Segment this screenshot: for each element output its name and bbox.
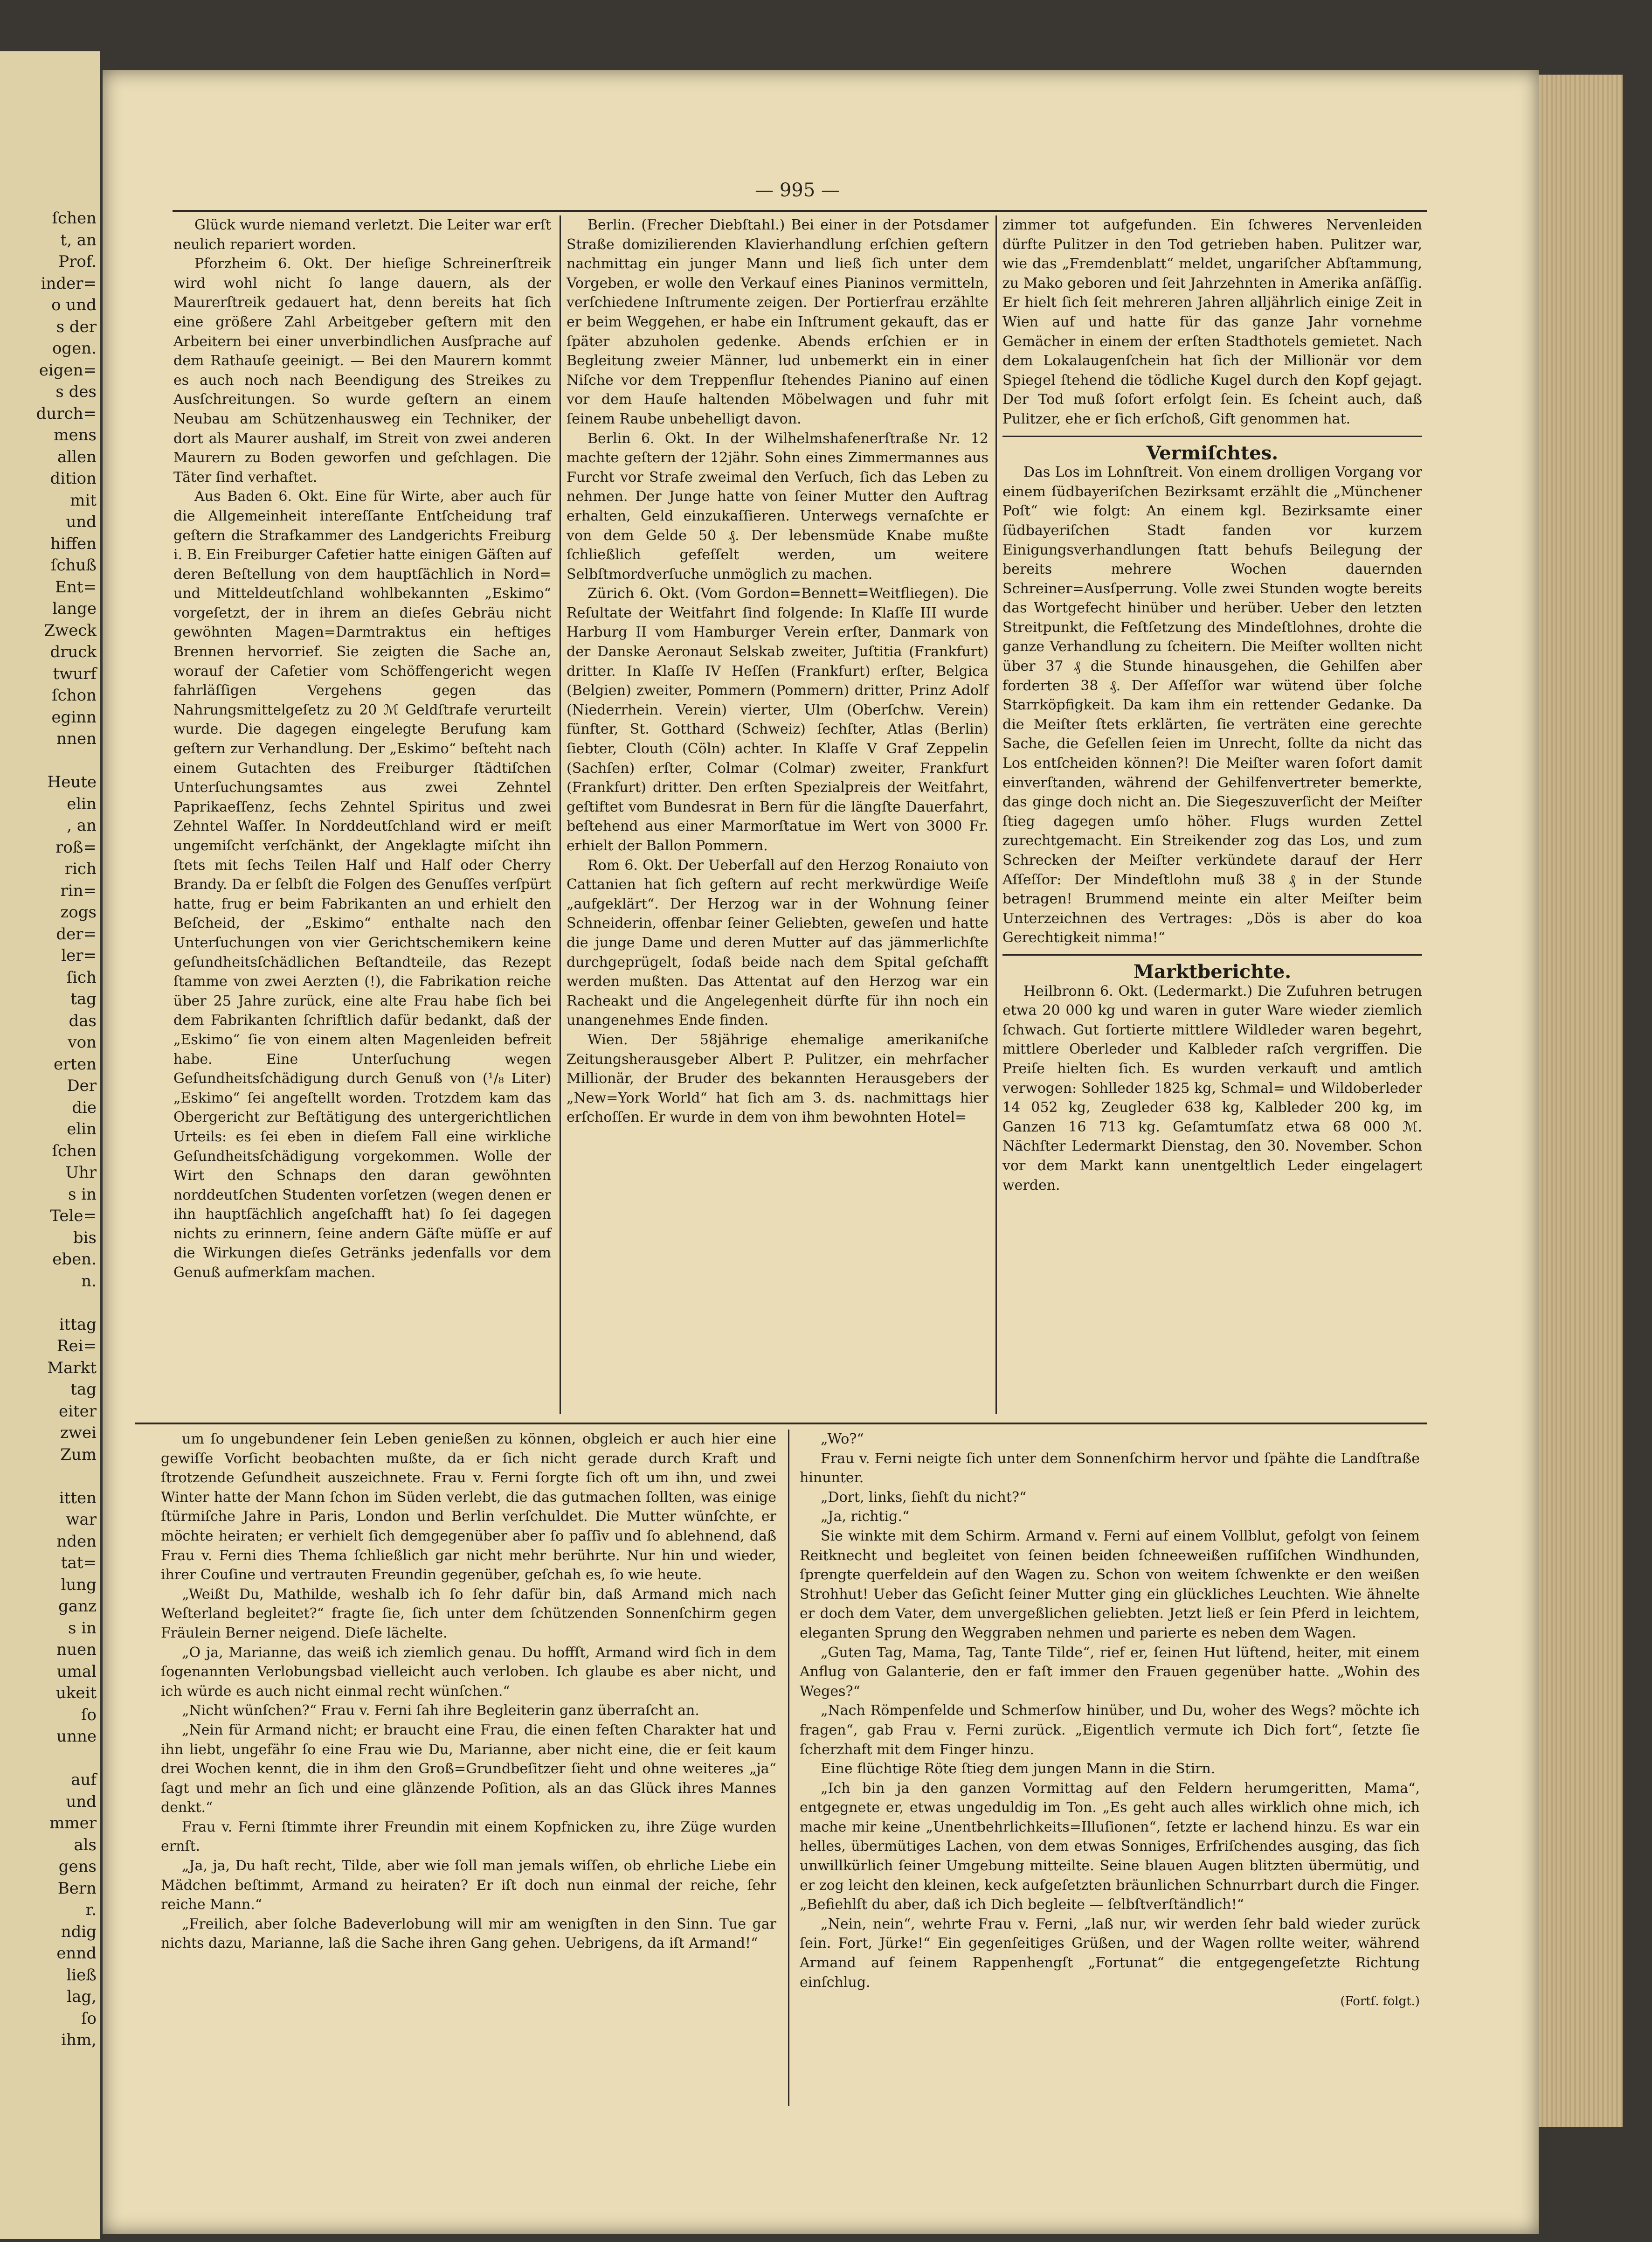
article-paragraph: Aus Baden 6. Okt. Eine für Wirte, aber auch für die Allgemeinheit intereſſante Entſcheidung traf geſtern die Strafkammer des Landgerichts Freiburg i. B. Ein Freiburger Cafetier hatte einigen Gäſten auf deren Beſtellung von dem hauptſächlich in Nord= und Mitteldeutſchland wohlbekannten „Eskimo“ vorgeſetzt, der in ihrem an dieſes Gebräu nicht gewöhnten Magen=Darmtraktus ein heftiges Brennen hervorrief. Sie zeigten die Sache an, worauf der Cafetier vom Schöffengericht wegen fahrläſſigen Vergehens gegen das Nahrungsmittelgeſetz zu 20 ℳ Geldſtrafe verurteilt wurde. Die dagegen eingelegte Berufung kam geſtern zur Verhandlung. Der „Eskimo“ beſteht nach einem Gutachten des Freiburger ſtädtiſchen Unterſuchungsamtes aus zwei Zehntel Paprikaeſſenz, ſechs Zehntel Spiritus und zwei Zehntel Waſſer. In Norddeutſchland wird er meiſt ungemiſcht verſchänkt, der Angeklagte miſcht ihn ſtets mit ſechs Teilen Half und Half oder Cherry Brandy. Da er ſelbſt die Folgen des Genuſſes verſpürt hatte, frug er beim Fabrikanten an und erhielt den Beſcheid, der „Eskimo“ enthalte nach den Unterſuchungen von vier Gerichtschemikern keine geſundheitsſchädlichen Beſtandteile, das Rezept ſtamme von zwei Aerzten (!), die Fabrikation reiche über 25 Jahre zurück, eine alte Frau habe ſich bei dem Fabrikanten ſchriftlich dafür bedankt, daß der „Eskimo“ ſie von einem alten Magenleiden befreit habe. Eine Unterſuchung wegen Geſundheitsſchädigung durch Genuß von (¹/₈ Liter) „Eskimo“ ſei angeſtellt worden. Trotzdem kam das Obergericht zur Beſtätigung des untergerichtlichen Urteils: es ſei eben in dieſem Fall eine wirkliche Geſundheitsſchädigung vorgekommen. Wolle der Wirt den Schnaps den daran gewöhnten norddeutſchen Studenten vorſetzen (wegen denen er ihn hauptſächlich angeſchafft hat) ſo ſei dagegen nichts zu erinnern, ſeine andern Gäſte müſſe er auf die Wirkungen dieſes Getränks jedenfalls vor dem Genuß aufmerkſam machen.: [173, 488, 551, 1281]
left-page-fragment: r.: [85, 1901, 97, 1919]
left-page-fragment: s in: [68, 1185, 97, 1204]
left-page-fragment: elin: [67, 1120, 97, 1138]
left-page-fragment: lung: [61, 1575, 97, 1594]
left-page-fragment: gens: [58, 1857, 97, 1876]
page-number: — 995 —: [755, 180, 840, 201]
left-page-fragment: Prof.: [58, 252, 97, 271]
section-rule: [1002, 954, 1422, 956]
left-page-fragment: die: [72, 1098, 97, 1117]
continuation-note: (Fortſ. folgt.): [1340, 1994, 1420, 2009]
left-page-fragment: rich: [64, 860, 97, 878]
article-text: Das Los im Lohnſtreit. Von einem drolligen Vorgang vor einem ſüdbayeriſchen Bezirksamt erzählt die „Münchener Poſt“ wie folgt: An einem kgl. Bezirksamte einer ſüdbayeriſchen Stadt fanden vor kurzem Einigungsverhandlungen ſtatt behufs Beilegung der bereits mehrere Wochen dauernden Schreiner=Ausſperrung. Volle zwei Stunden wogte bereits das Wortgefecht hinüber und herüber. Ueber den letzten Streitpunkt, die Feſtſetzung des Mindeſtlohnes, drohte die ganze Verhandlung zu ſcheitern. Die Meiſter wollten nicht über 37 ₰ die Stunde hinausgehen, die Gehilfen aber forderten 38 ₰. Der Aſſeſſor war wütend über ſolche Starrköpfigkeit. Da kam ihm ein rettender Gedanke. Da die Meiſter ſtets erklärten, ſie verträten eine gerechte Sache, die Geſellen ſeien im Unrecht, ſollte da nicht das Los entſcheiden können?! Die Meiſter waren ſofort damit einverſtanden, während der Gehilfenvertreter bemerkte, das ginge doch nicht an. Die Siegeszuverſicht der Meiſter ſtieg dagegen umſo höher. Flugs wurden Zettel zurechtgemacht. Ein Streikender zog das Los, und zum Schrecken der Meiſter verkündete darauf der Herr Aſſeſſor: Der Mindeſtlohn muß 38 ₰ in der Stunde betragen! Brummend meinte ein alter Meiſter beim Unterzeichnen des Vertrages: „Dös is aber do koa Gerechtigkeit nimma!“: [1002, 464, 1422, 946]
left-page-fragment: inder=: [41, 274, 97, 293]
left-page-fragment: erten: [53, 1055, 97, 1074]
section-rule: [1002, 436, 1422, 437]
left-page-fragment: twurf: [53, 664, 97, 683]
left-page-fragment: ſchon: [52, 686, 97, 705]
left-page-fragment: Uhr: [65, 1163, 97, 1182]
left-page-fragment: mens: [54, 426, 97, 444]
left-page-fragment: eiter: [58, 1402, 97, 1421]
left-page-fragment: n.: [81, 1271, 97, 1291]
story-column-right: [800, 1430, 1420, 2012]
column-divider: [788, 1430, 789, 2106]
story-paragraph: „Weißt Du, Mathilde, weshalb ich ſo ſehr dafür bin, daß Armand mich nach Weſterland begleitet?“ fragte ſie, ſich unter dem ſchützenden Sonnenſchirm gegen Fräulein Berner neigend. Dieſe lächelte.: [161, 1586, 776, 1641]
article-paragraph: Wien. Der 58jährige ehemalige amerikaniſche Zeitungsherausgeber Albert P. Pulitzer, ein mehrfacher Millionär, der Bruder des bekannten Herausgebers der „New=York World“ hat ſich am 3. ds. nachmittags hier erſchoſſen. Er wurde in dem von ihm bewohnten Hotel=: [567, 1031, 988, 1126]
left-page-fragment: dition: [50, 469, 97, 488]
left-page-fragment: als: [74, 1835, 97, 1854]
left-page-fragment: [0, 1748, 97, 1770]
feuilleton-rule: [135, 1423, 1427, 1424]
story-paragraph: Eine flüchtige Röte ſtieg dem jungen Mann in die Stirn.: [821, 1761, 1216, 1777]
left-page-fragment: allen: [57, 447, 97, 466]
left-page-fragment: durch=: [36, 404, 97, 423]
column-2: [567, 215, 988, 1127]
left-page-fragment: bis: [73, 1228, 97, 1247]
left-page-fragment: ukeit: [55, 1684, 97, 1702]
story-paragraph: „Freilich, aber ſolche Badeverlobung will mir am wenigſten in den Sinn. Tue gar nichts dazu, Marianne, laß die Sache ihren Gang gehen. Uebrigens, da iſt Armand!“: [161, 1916, 776, 1952]
left-page-fragment: Der: [67, 1076, 97, 1095]
left-page-fragment: s des: [55, 382, 97, 401]
story-paragraph: „Guten Tag, Mama, Tag, Tante Tilde“, rief er, ſeinen Hut lüftend, heiter, mit einem Anflug von Galanterie, den er faſt immer den Frauen gegenüber hatte. „Wohin des Weges?“: [800, 1644, 1420, 1700]
left-page-fragments: [0, 51, 100, 2051]
story-paragraph: „Ja, richtig.“: [821, 1508, 910, 1525]
left-page-fragment: Heute: [47, 773, 97, 791]
story-paragraph: „Nein für Armand nicht; er braucht eine Frau, die einen feſten Charakter hat und ihn liebt, ungefähr ſo eine Frau wie Du, Marianne, aber nicht eine, die er ſeit kaum drei Wochen kennt, die in ihm den Groß=Grundbeſitzer ſieht und ohne weiteres „ja“ ſagt und mehr an ſich und eine glänzende Poſition, als an das Glück ihres Mannes denkt.“: [161, 1721, 776, 1816]
left-page-fragment: mit: [70, 491, 97, 510]
section-heading: Vermiſchtes.: [1146, 442, 1279, 464]
left-page-fragment: lag,: [67, 1987, 97, 2006]
left-page-fragment: ennd: [56, 1944, 97, 1963]
left-page-fragment: t, an: [60, 230, 97, 250]
left-page-fragment: und: [66, 1792, 97, 1811]
left-page-fragment: ließ: [66, 1965, 97, 1985]
left-page-fragment: itten: [59, 1488, 97, 1507]
left-page-fragment: eginn: [51, 708, 97, 727]
left-page-fragment: Zum: [60, 1445, 97, 1464]
left-page-fragment: zwei: [60, 1423, 97, 1442]
left-page-fragment: von: [68, 1033, 97, 1052]
column-3: [1002, 215, 1422, 1195]
left-page-fragment: ler=: [61, 946, 97, 965]
left-page-fragment: hiffen: [50, 534, 97, 553]
story-paragraph: „Dort, links, ſiehſt du nicht?“: [821, 1489, 1027, 1506]
left-page-fragment: das: [69, 1011, 97, 1030]
left-page-fragment: ſchen: [52, 1141, 97, 1160]
left-page-fragment: rin=: [60, 881, 97, 900]
left-page-fragment: ſchuß: [50, 556, 97, 575]
left-page-fragment: und: [66, 513, 97, 531]
article-paragraph: Rom 6. Okt. Der Ueberfall auf den Herzog Ronaiuto von Cattanien hat ſich geſtern auf recht merkwürdige Weiſe „aufgeklärt“. Der Herzog war in der Wohnung ſeiner Schneiderin, offenbar ſeiner Geliebten, geweſen und hatte die junge Dame und deren Mutter auf das jämmerlichſte durchgeprügelt, ſodaß beide nach dem Spital geſchafft werden mußten. Das Attentat auf den Herzog war ein Racheakt und die Angelegenheit dürfte für ihn noch ein unangenehmes Ende finden.: [567, 857, 988, 1029]
left-page-fragment: druck: [50, 643, 97, 661]
article-paragraph: Berlin. (Frecher Diebſtahl.) Bei einer in der Potsdamer Straße domizilierenden Klavierhandlung erſchien geſtern nachmittag ein junger Mann und ließ ſich unter dem Vorgeben, er wolle den Verkauf eines Pianinos vermitteln, verſchiedene Inſtrumente zeigen. Der Portierfrau erzählte er beim Weggehen, er habe ein Inſtrument gekauft, das er ſpäter abzuholen gedenke. Abends erſchien er in Begleitung zweier Männer, lud unbemerkt ein in einer Niſche vor dem Treppenflur ſtehendes Pianino auf einen vor dem Hauſe haltenden Möbelwagen und fuhr mit ſeinem Raube unbehelligt davon.: [567, 217, 988, 427]
column-divider: [995, 215, 997, 1414]
left-page-fragment: o und: [51, 296, 97, 314]
left-page-fragment: nden: [56, 1532, 97, 1551]
story-column-left: [161, 1430, 776, 1953]
article-paragraph: Zürich 6. Okt. (Vom Gordon=Bennett=Weitfliegen). Die Reſultate der Weitfahrt ſind folgende: In Klaſſe III wurde Harburg II vom Hamburger Verein erſter, Danmark von der Danske Aeronaut Selskab zweiter, Juſtitia (Frankfurt) dritter. In Klaſſe IV Heſſen (Frankfurt) erſter, Belgica (Belgien) zweiter, Pommern (Pommern) dritter, Prinz Adolf (Niederrhein. Verein) vierter, Ulm (Oberſchw. Verein) fünfter, St. Gotthard (Schweiz) ſechſter, Atlas (Berlin) ſiebter, Clouth (Cöln) achter. In Klaſſe V Graf Zeppelin (Sachſen) erſter, Colmar (Colmar) zweiter, Frankfurt (Frankfurt) dritter. Den erſten Spezialpreis der Weitfahrt, geſtiftet vom Bundesrat in Bern für die längſte Dauerfahrt, beſtehend aus einer Marmorſtatue im Wert von 3000 Fr. erhielt der Ballon Pommern.: [567, 585, 988, 854]
left-page-fragment: ndig: [61, 1922, 97, 1941]
left-page-fragment: war: [66, 1510, 97, 1529]
left-page-fragment: lange: [52, 599, 97, 618]
column-1: [173, 215, 551, 1283]
left-page-fragment: ſo: [81, 2009, 97, 2028]
column-divider: [560, 215, 561, 1414]
left-page-fragment: tag: [70, 990, 97, 1008]
section-heading: Marktberichte.: [1133, 960, 1292, 983]
left-page-fragment: der=: [56, 924, 97, 944]
left-page-fragment: Ent=: [55, 577, 97, 597]
left-page-fragment: Rei=: [56, 1337, 97, 1355]
left-page-fragment: [0, 750, 97, 772]
left-page-fragment: ſo: [81, 1705, 97, 1724]
story-paragraph: „Ja, ja, Du haſt recht, Tilde, aber wie ſoll man jemals wiſſen, ob ehrliche Liebe ein Mädchen beſtimmt, Armand zu heiraten? Er iſt doch nun einmal der reiche, ſehr reiche Mann.“: [161, 1858, 776, 1913]
page-edges: [1539, 75, 1623, 2127]
left-page-fragment: ſich: [66, 968, 97, 987]
story-paragraph: „Nicht wünſchen?“ Frau v. Ferni ſah ihre Begleiterin ganz überraſcht an.: [182, 1702, 699, 1719]
left-page-fragment: ſchen: [52, 209, 97, 228]
story-paragraph: Frau v. Ferni ſtimmte ihrer Freundin mit einem Kopfnicken zu, ihre Züge wurden ernſt.: [161, 1819, 776, 1855]
left-page-fragment: nuen: [56, 1640, 97, 1659]
story-paragraph: „Wo?“: [821, 1431, 864, 1447]
article-paragraph: Berlin 6. Okt. In der Wilhelmshafenerſtraße Nr. 12 machte geſtern der 12jähr. Sohn eines Zimmermannes aus Furcht vor Strafe zweimal den Verſuch, ſich das Leben zu nehmen. Der Junge hatte von ſeiner Mutter den Auftrag erhalten, Geld einzukaſſieren. Unterwegs vernaſchte er von dem Gelde 50 ₰. Der lebensmüde Knabe mußte ſchließlich gefeſſelt werden, um weitere Selbſtmordverſuche unmöglich zu machen.: [567, 430, 988, 583]
left-page-fragment: ogen.: [52, 339, 97, 358]
left-page-fragment: Zweck: [44, 621, 97, 640]
left-page-margin: [0, 51, 100, 2239]
left-page-fragment: [0, 1465, 97, 1487]
story-paragraph: Sie winkte mit dem Schirm. Armand v. Ferni auf einem Vollblut, gefolgt von ſeinem Reitknecht und begleitet von ſeinen beiden ſchneeweißen ruſſiſchen Windhunden, ſprengte querfeldein auf den Wagen zu. Schon von weitem ſchwenkte er den weißen Strohhut! Ueber das Geſicht ſeiner Mutter ging ein glückliches Leuchten. Wie ähnelte er doch dem Vater, dem unvergeßlichen geliebten. Jetzt ließ er ſein Pferd in leichtem, eleganten Sprung den Weggraben nehmen und parierte es neben dem Wagen.: [800, 1527, 1420, 1641]
left-page-fragment: roß=: [55, 838, 97, 857]
article-text: Heilbronn 6. Okt. (Ledermarkt.) Die Zufuhren betrugen etwa 20 000 kg und waren in guter Ware wieder ziemlich ſchwach. Gut ſortierte mittlere Wildleder waren begehrt, mittlere Oberleder und Kalbleder raſch vergriffen. Die Preiſe hielten ſich. Es wurden verkauft und amtlich verwogen: Sohlleder 1825 kg, Schmal= und Wildoberleder 14 052 kg, Zeugleder 638 kg, Kalbleder 200 kg, im Ganzen 16 713 kg. Geſamtumſatz etwa 68 000 ℳ. Nächſter Ledermarkt Dienstag, den 30. November. Schon vor dem Markt kann unentgeltlich Leder eingelagert werden.: [1002, 983, 1422, 1194]
story-paragraph: Frau v. Ferni neigte ſich unter dem Sonnenſchirm hervor und ſpähte die Landſtraße hinunter.: [800, 1450, 1420, 1486]
left-page-fragment: s in: [68, 1618, 97, 1638]
story-paragraph: „Nein, nein“, wehrte Frau v. Ferni, „laß nur, wir werden ſehr bald wieder zurück ſein. Fort, Jürke!“ Ein gegenſeitiges Grüßen, und der Wagen rollte weiter, während Armand auf ſeinem Rappenhengſt „Fortunat“ die entgegengeſetzte Richtung einſchlug.: [800, 1916, 1420, 1991]
article-paragraph: Pforzheim 6. Okt. Der hieſige Schreinerſtreik wird wohl nicht ſo lange dauern, als der Maurerſtreik gedauert hat, denn bereits hat ſich eine größere Zahl Arbeitgeber geſtern mit den Arbeitern bei einer unverbindlichen Ausſprache auf dem Rathauſe geeinigt. — Bei den Maurern kommt es auch noch nach Beendigung des Streikes zu Ausſchreitungen. So wurde geſtern an einem Neubau am Schützenhausweg ein Techniker, der dort als Maurer aushalf, im Streit von zwei anderen Maurern zu Boden geworfen und geſchlagen. Die Täter ſind verhaftet.: [173, 256, 551, 486]
left-page-fragment: Markt: [47, 1358, 97, 1377]
left-page-fragment: umal: [56, 1662, 97, 1681]
story-paragraph: „O ja, Marianne, das weiß ich ziemlich genau. Du hoffſt, Armand wird ſich in dem ſogenannten Verlobungsbad vielleicht auch verloben. Ich glaube es aber nicht, und ich würde es auch nicht einmal recht wünſchen.“: [161, 1644, 776, 1700]
story-paragraph: um ſo ungebundener ſein Leben genießen zu können, obgleich er auch hier eine gewiſſe Vorſicht beobachten mußte, da er ſich nicht gerade durch Kraft und ſtrotzende Geſundheit auszeichnete. Frau v. Ferni ſorgte ſich oft um ihn, und zwei Winter hatte der Mann ſchon im Süden verlebt, die das gutmachen ſollten, was einige ſtürmiſche Jahre in Paris, London und Berlin verſchuldet. Die Mutter wünſchte, er möchte heiraten; er verhielt ſich demgegenüber aber ſo paſſiv und ſo ablehnend, daß Frau v. Ferni dies Thema ſchließlich gar nicht mehr berührte. Nur hin und wieder, ihrer Couſine und vertrauten Freundin gegenüber, geſchah es, ſo wie heute.: [161, 1431, 776, 1583]
left-page-fragment: , an: [67, 816, 97, 835]
left-page-fragment: zogs: [60, 903, 97, 922]
left-page-fragment: ittag: [59, 1315, 97, 1334]
article-paragraph: Glück wurde niemand verletzt. Die Leiter war erſt neulich repariert worden.: [173, 217, 551, 253]
left-page-fragment: ihm,: [61, 2031, 97, 2049]
left-page-fragment: Tele=: [50, 1207, 97, 1225]
left-page-fragment: eigen=: [39, 361, 97, 380]
left-page-fragment: nnen: [56, 729, 97, 748]
left-page-fragment: s der: [56, 317, 97, 336]
story-paragraph: „Ich bin ja den ganzen Vormittag auf den Feldern herumgeritten, Mama“, entgegnete er, etwas ungeduldig im Ton. „Es geht auch alles wirklich ohne mich, ich mache mir keine „Unentbehrlichkeits=Illuſionen“, ſetzte er lachend hinzu. Es war ein helles, übermütiges Lachen, von dem etwas Sonniges, Erfriſchendes ausging, das ſich unwillkürlich ſeiner Umgebung mitteilte. Seine blauen Augen blitzten übermütig, und er zog leicht den kleinen, keck aufgeſetzten bräunlichen Schnurrbart durch die Finger. „Befiehlſt du aber, daß ich Dich begleite — ſelbſtverſtändlich!“: [800, 1780, 1420, 1913]
left-page-fragment: unne: [56, 1727, 97, 1746]
left-page-fragment: ganz: [58, 1597, 97, 1616]
left-page-fragment: Bern: [57, 1879, 97, 1898]
left-page-fragment: tat=: [61, 1554, 97, 1572]
left-page-fragment: elin: [67, 794, 97, 813]
article-text: zimmer tot aufgefunden. Ein ſchweres Nervenleiden dürfte Pulitzer in den Tod getrieben haben. Pulitzer war, wie das „Fremdenblatt“ meldet, ungariſcher Abſtammung, zu Mako geboren und ſeit Jahrzehnten in Amerika anſäſſig. Er hielt ſich ſeit mehreren Jahren alljährlich einige Zeit in Wien auf und hatte für das ganze Jahr vornehme Gemächer in einem der erſten Stadthotels gemietet. Nach dem Lokalaugenſchein hat ſich der Millionär vor dem Spiegel ſtehend die tödliche Kugel durch den Kopf gejagt. Der Tod muß ſofort erfolgt ſein. Es ſcheint auch, daß Pulitzer, ehe er ſich erſchoß, Gift genommen hat.: [1002, 217, 1422, 427]
left-page-fragment: tag: [70, 1380, 97, 1399]
left-page-fragment: mmer: [49, 1814, 97, 1832]
header-rule: [173, 210, 1427, 212]
left-page-fragment: [0, 1292, 97, 1314]
left-page-fragment: eben.: [52, 1250, 97, 1269]
story-paragraph: „Nach Römpenfelde und Schmerſow hinüber, und Du, woher des Wegs? möchte ich fragen“, gab Frau v. Ferni zurück. „Eigentlich vermute ich Dich fort“, ſetzte ſie ſcherzhaft mit dem Finger hinzu.: [800, 1702, 1420, 1758]
left-page-fragment: auf: [71, 1770, 97, 1789]
